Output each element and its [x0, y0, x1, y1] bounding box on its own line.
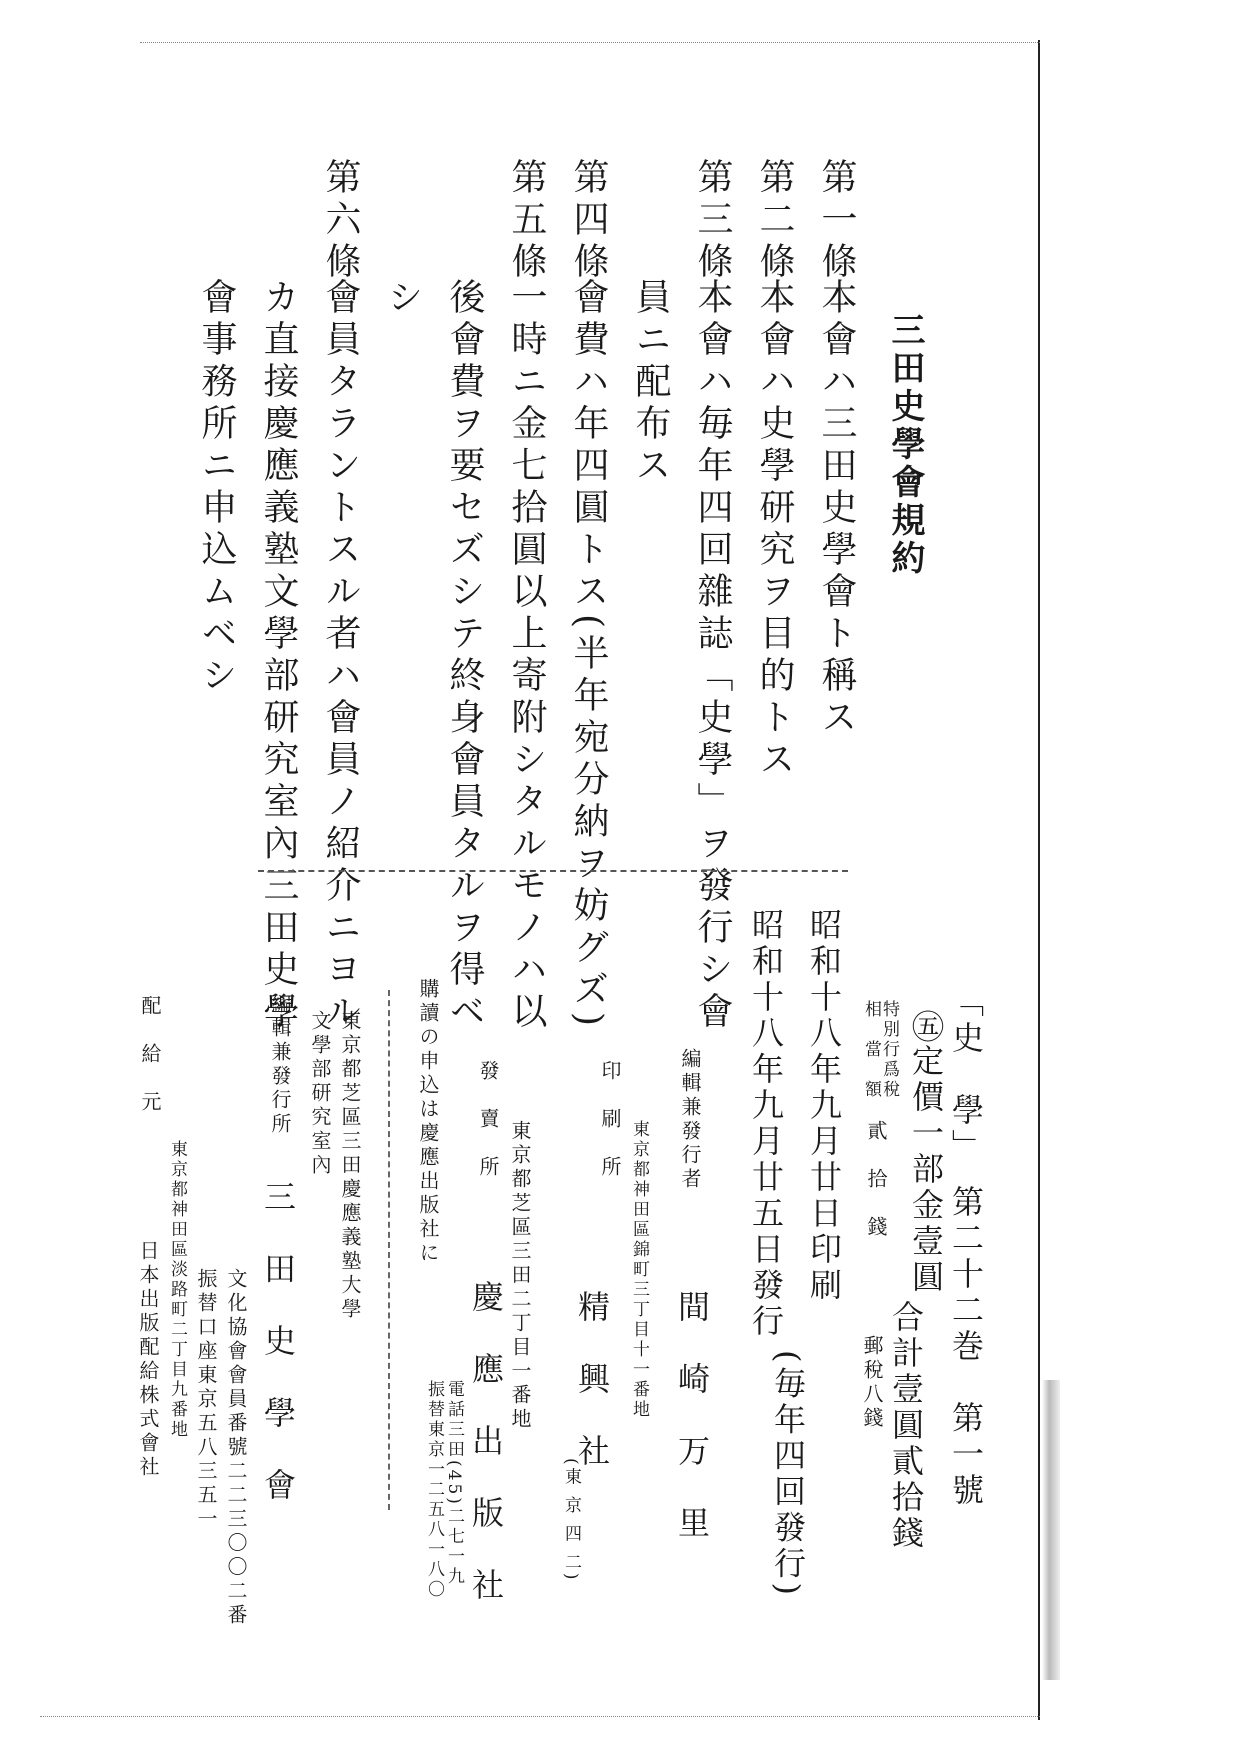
article-6-head: 第六條 [320, 158, 361, 284]
article-3-line-2: 員ニ配布ス [630, 278, 671, 488]
page-right-shadow [1042, 1380, 1060, 1680]
article-6-line-1: 會員タラントスル者ハ會員ノ紹介ニヨル [320, 278, 361, 1034]
publisher-address-line-2: 文學部研究室內 [308, 1010, 332, 1178]
seller-name: 慶 應 出 版 社 [467, 1280, 505, 1604]
price-mark: ㊄ [907, 1010, 945, 1046]
seller-transfer: 振替東京一二五八一八〇 [424, 1380, 444, 1600]
printer-label: 印 刷 所 [598, 1060, 622, 1180]
publisher-address-line-1: 東京都芝區三田慶應義塾大學 [338, 1010, 362, 1322]
printer-code: (東 京 四 二) [561, 1458, 581, 1583]
publisher-transfer: 振替口座東京五八三五一 [194, 1268, 218, 1532]
printer-address: 東京都神田區錦町三丁目十一番地 [629, 1120, 649, 1420]
seller-address: 東京都芝區三田二丁目一番地 [508, 1120, 532, 1432]
article-5-head: 第五條 [506, 158, 547, 284]
editor-name: 間 崎 万 里 [673, 1290, 711, 1542]
issue-frequency: (毎年四回發行) [769, 1350, 807, 1599]
postage: 郵稅八錢 [860, 1335, 884, 1431]
publisher-member-no: 文化協會會員番號二二三〇〇二番 [224, 1268, 248, 1628]
section-divider [258, 870, 848, 872]
article-4-head: 第四條 [568, 158, 609, 284]
editor-label: 編輯兼發行者 [678, 1048, 702, 1192]
article-6-line-2: カ直接慶應義塾文學部研究室內三田史學 [258, 278, 299, 1034]
journal-title: 「史 學」 第二十二巻 第一號 [947, 985, 985, 1509]
article-2-line-1: 本會ハ史學研究ヲ目的トス [754, 278, 795, 782]
tax-amount: 貳 拾 錢 [864, 1120, 888, 1240]
distributor-label: 配 給 元 [138, 995, 162, 1115]
article-1-head: 第一條 [816, 158, 857, 284]
subscription-divider [388, 990, 390, 1510]
article-6-line-3: 會事務所ニ申込ムベシ [196, 278, 237, 698]
print-date: 昭和十八年九月廿日印刷 [805, 908, 843, 1304]
publisher-label: 編輯兼發行所 [268, 993, 292, 1137]
distributor-name: 日本出版配給株式會社 [136, 1240, 160, 1480]
special-tax-line-2: 相 當 額 [861, 1000, 881, 1100]
article-2-head: 第二條 [754, 158, 795, 284]
seller-phone: 電話三田(45)二七一九 [444, 1380, 464, 1587]
subscription-note: 購讀の申込は慶應出版社に [416, 978, 440, 1266]
page-right-edge [1038, 40, 1040, 1720]
article-3-head: 第三條 [692, 158, 733, 284]
seller-label: 發 賣 所 [476, 1060, 500, 1180]
distributor-address: 東京都神田區淡路町二丁目九番地 [167, 1140, 187, 1440]
publisher-name: 三 田 史 學 會 [259, 1180, 297, 1504]
special-tax-line-1: 特別行爲稅 [879, 1000, 899, 1100]
article-5-line-3: シ [382, 278, 423, 320]
price: 定價一部金壹圓 [907, 1044, 945, 1296]
article-5-line-2: 後會費ヲ要セズシテ終身會員タルヲ得ベ [444, 278, 485, 1034]
page-bottom-edge [40, 1716, 1040, 1717]
rules-title: 三田史學會規約 [885, 312, 925, 578]
article-1-line-1: 本會ハ三田史學會ト稱ス [816, 278, 857, 740]
article-3-line-1: 本會ハ毎年四回雜誌「史學」ヲ發行シ會 [692, 278, 733, 1034]
total-price: 合計壹圓貳拾錢 [887, 1300, 925, 1552]
issue-date: 昭和十八年九月廿五日發行 [747, 908, 785, 1340]
page-top-edge [140, 42, 1040, 43]
article-5-line-1: 一時ニ金七拾圓以上寄附シタルモノハ以 [506, 278, 547, 1034]
article-4-line-1: 會費ハ年四圓トス(半年宛分納ヲ妨グズ) [568, 278, 609, 1033]
printer-name: 精 興 社 [573, 1290, 611, 1470]
